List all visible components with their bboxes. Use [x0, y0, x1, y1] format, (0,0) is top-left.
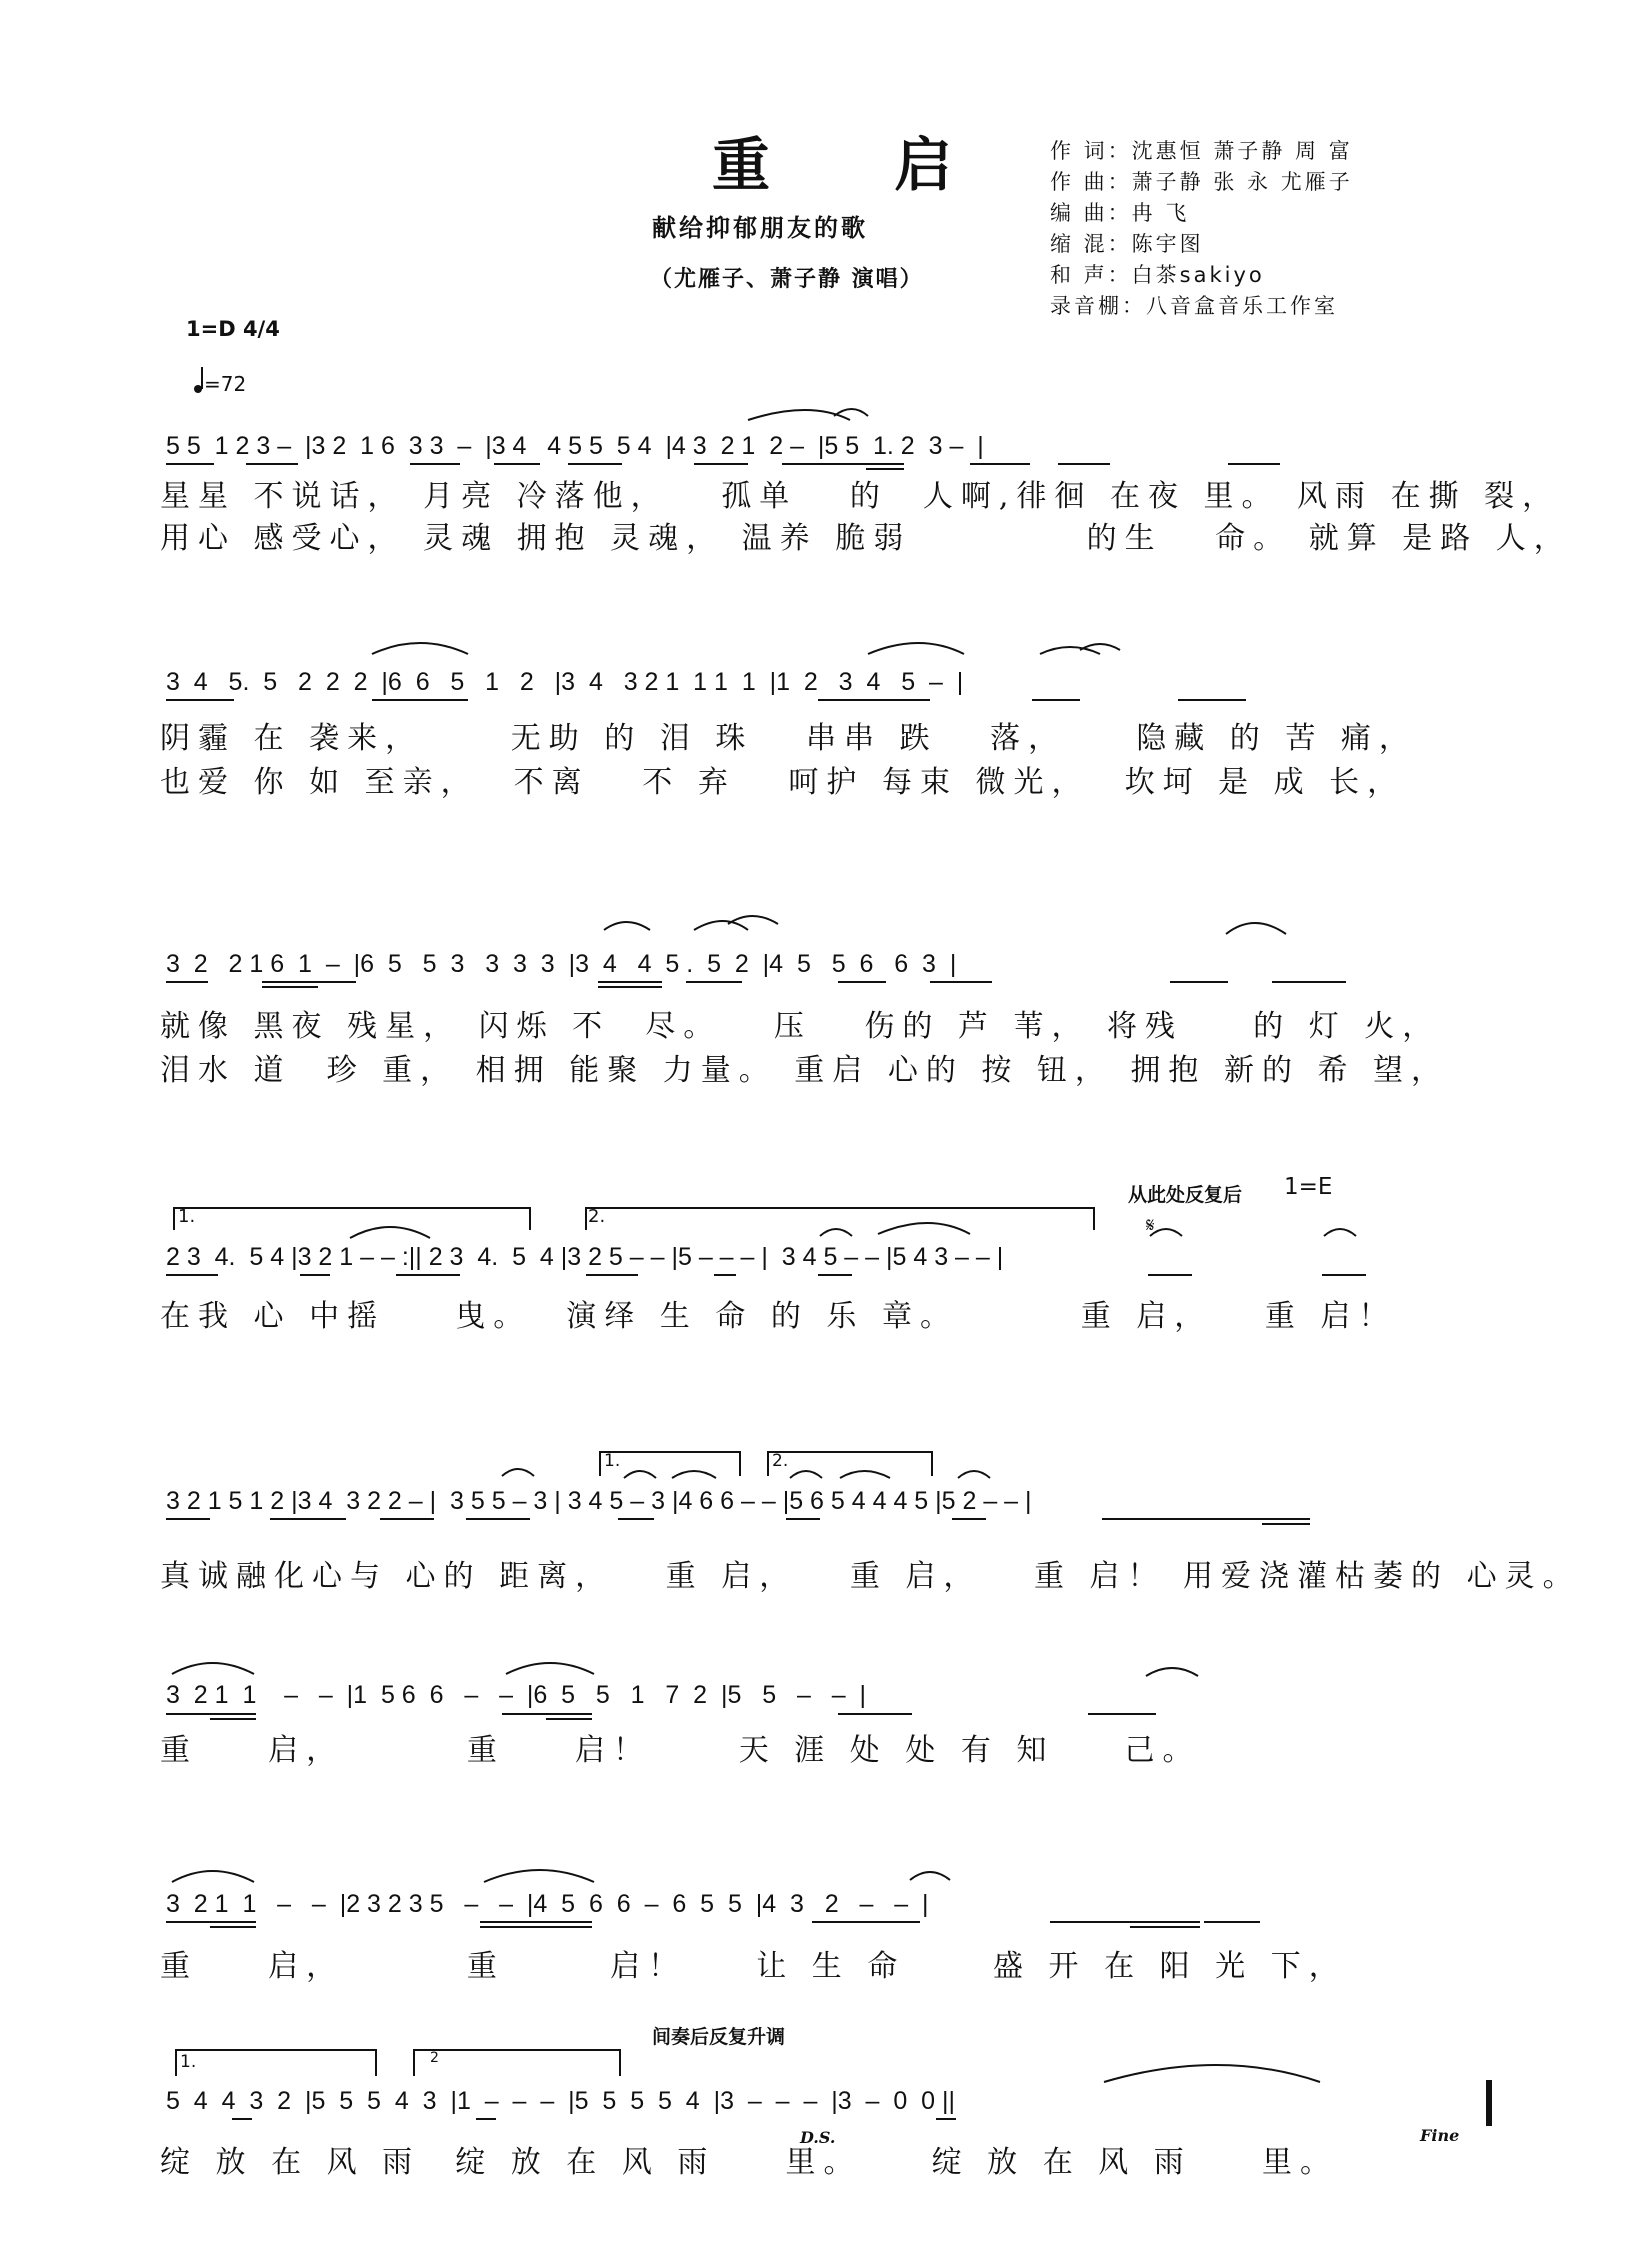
system-5-notes: 3 2 1 5 1 2 |3 4 3 2 2 – | 3 5 5 – 3 | 3 4 5 – 3 |4 6 6 – – |5 6 5 4 4 4 5 |5 2 – – | — [166, 1487, 1032, 1515]
system-2-lyrics-verse2: 也爱 你 如 至亲， 不离 不 弃 呵护 每束 微光， 坎坷 是 成 长， — [160, 765, 1406, 800]
interlude-marker-text: 间奏后反复升调 — [652, 2026, 786, 2048]
system-6-lyrics: 重 启， 重 启！ 天 涯 处 处 有 知 己。 — [160, 1733, 1201, 1768]
volta-1-label: 1. — [178, 1206, 196, 1227]
credit-composer: 作 曲：萧子静 张 永 尤雁子 — [1050, 170, 1353, 194]
key-signature: 1=D 4/4 — [186, 317, 280, 341]
repeat-marker-text: 从此处反复后 — [1128, 1184, 1243, 1206]
system-5-lyrics: 真诚融化心与 心的 距离， 重 启， 重 启， 重 启！ 用爱浇灌枯萎的 心灵。 — [160, 1559, 1581, 1594]
volta-2-label-b: 2. — [772, 1451, 789, 1471]
volta-1-label-b: 1. — [604, 1451, 621, 1471]
singers-line: （尤雁子、萧子静 演唱） — [650, 267, 924, 292]
tempo-value: =72 — [204, 372, 247, 396]
credit-lyricist: 作 词：沈惠恒 萧子静 周 富 — [1050, 139, 1353, 163]
credit-mixer: 缩 混：陈宇图 — [1050, 232, 1204, 256]
system-1-lyrics-verse2: 用心 感受心， 灵魂 拥抱 灵魂， 温养 脆弱 的生 命。 就算 是路 人， — [160, 521, 1572, 556]
system-8-notes: 5 4 4 3 2 |5 5 5 4 3 |1 – – – |5 5 5 5 4 |3 – – – |3 – 0 0 || — [166, 2087, 955, 2115]
system-3-lyrics-verse2: 泪水 道 珍 重， 相拥 能聚 力量。 重启 心的 按 钮， 拥抱 新的 希 望， — [160, 1053, 1450, 1088]
credit-arranger: 编 曲：冉 飞 — [1050, 201, 1190, 225]
system-2-notes: 3 4 5. 5 2 2 2 |6 6 5 1 2 |3 4 3 2 1 1 1 1 |1 2 3 4 5 – | — [166, 668, 964, 696]
system-7-notes: 3 2 1 1 – – |2 3 2 3 5 – – |4 5 6 6 – 6 5 5 |4 3 2 – – | — [166, 1890, 929, 1918]
song-subtitle: 献给抑郁朋友的歌 — [652, 214, 868, 242]
key-change: 1=E — [1284, 1174, 1333, 1200]
fine-marking: Fine — [1420, 2126, 1460, 2145]
volta-2-label: 2. — [588, 1206, 606, 1227]
system-3-lyrics-verse1: 就像 黑夜 残星， 闪烁 不 尽。 压 伤的 芦 苇， 将残 的 灯 火， — [160, 1009, 1441, 1044]
system-7-lyrics: 重 启， 重 启！ 让 生 命 盛 开 在 阳 光 下， — [160, 1949, 1347, 1984]
volta-2-label-c: 2 — [430, 2050, 439, 2066]
system-1-lyrics-verse1: 星星 不说话， 月亮 冷落他， 孤单 的 人啊,徘徊 在夜 里。 风雨 在撕 裂， — [160, 479, 1561, 514]
system-2-lyrics-verse1: 阴霾 在 袭来， 无助 的 泪 珠 串串 跌 落， 隐藏 的 苦 痛， — [160, 721, 1417, 756]
ds-marking: D.S. — [800, 2128, 836, 2147]
system-4-notes: 2 3 4. 5 4 |3 2 1 – – :|| 2 3 4. 5 4 |3 2 5 – – |5 – – – | 3 4 5 – – |5 4 3 – – | — [166, 1243, 1004, 1271]
system-4-lyrics: 在我 心 中摇 曳。 演绎 生 命 的 乐 章。 重 启， 重 启！ — [160, 1299, 1397, 1334]
credit-harmony: 和 声：白茶sakiyo — [1050, 263, 1265, 287]
credit-studio: 录音棚：八音盒音乐工作室 — [1050, 294, 1338, 318]
system-8-lyrics: 绽 放 在 风 雨 绽 放 在 风 雨 里。 绽 放 在 风 雨 里。 — [160, 2145, 1338, 2180]
system-6-notes: 3 2 1 1 – – |1 5 6 6 – – |6 5 5 1 7 2 |5 5 – – | — [166, 1681, 866, 1709]
system-3-notes: 3 2 2 1 6 1 – |6 5 5 3 3 3 3 |3 4 4 5 . 5 2 |4 5 5 6 6 3 | — [166, 950, 957, 978]
song-title: 重 启 — [712, 131, 1005, 199]
system-1-notes: 5 5 1 2 3 – |3 2 1 6 3 3 – |3 4 4 5 5 5 4 |4 3 2 1 2 – |5 5 1. 2 3 – | — [166, 432, 984, 460]
volta-1-label-c: 1. — [180, 2052, 197, 2072]
segno-icon: 𝄋 — [1146, 1213, 1155, 1237]
